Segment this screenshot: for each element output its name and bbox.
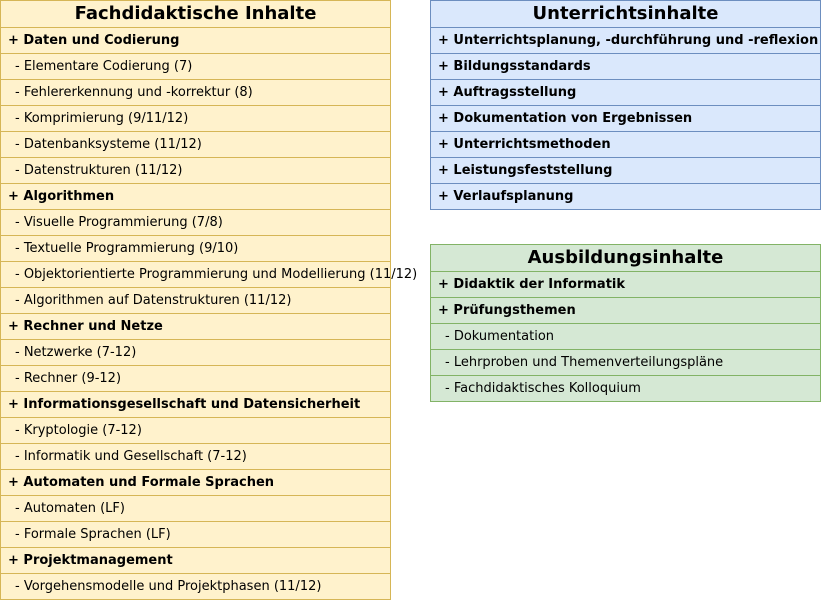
list-item: - Informatik und Gesellschaft (7-12) bbox=[1, 443, 390, 469]
list-item: - Komprimierung (9/11/12) bbox=[1, 105, 390, 131]
unterricht-title: Unterrichtsinhalte bbox=[532, 3, 719, 24]
section-heading: + Dokumentation von Ergebnissen bbox=[431, 105, 820, 131]
list-item: - Lehrproben und Themenverteilungspläne bbox=[431, 349, 820, 375]
unterricht-box bbox=[430, 0, 821, 210]
list-item: - Kryptologie (7-12) bbox=[1, 417, 390, 443]
section-heading: + Unterrichtsmethoden bbox=[431, 131, 820, 157]
list-item: - Vorgehensmodelle und Projektphasen (11/12) bbox=[1, 573, 390, 599]
section-heading: + Prüfungsthemen bbox=[431, 297, 820, 323]
list-item: - Dokumentation bbox=[431, 323, 820, 349]
section-heading: + Unterrichtsplanung, -durchführung und -reflexion bbox=[431, 27, 820, 53]
list-item: - Datenbanksysteme (11/12) bbox=[1, 131, 390, 157]
list-item: - Rechner (9-12) bbox=[1, 365, 390, 391]
ausbildung-box bbox=[430, 244, 821, 402]
ausbildung-list bbox=[431, 271, 820, 401]
list-item: - Fachdidaktisches Kolloquium bbox=[431, 375, 820, 401]
list-item: - Textuelle Programmierung (9/10) bbox=[1, 235, 390, 261]
list-item: - Formale Sprachen (LF) bbox=[1, 521, 390, 547]
list-item: - Automaten (LF) bbox=[1, 495, 390, 521]
section-heading: + Bildungsstandards bbox=[431, 53, 820, 79]
section-heading: + Verlaufsplanung bbox=[431, 183, 820, 209]
unterricht-list bbox=[431, 27, 820, 209]
section-heading: + Algorithmen bbox=[1, 183, 390, 209]
section-heading: + Rechner und Netze bbox=[1, 313, 390, 339]
list-item: - Netzwerke (7-12) bbox=[1, 339, 390, 365]
section-heading: + Didaktik der Informatik bbox=[431, 271, 820, 297]
list-item: - Datenstrukturen (11/12) bbox=[1, 157, 390, 183]
fachdidaktik-box bbox=[0, 0, 418, 600]
fachdidaktik-title: Fachdidaktische Inhalte bbox=[74, 3, 317, 24]
section-heading: + Daten und Codierung bbox=[1, 27, 390, 53]
list-item: - Algorithmen auf Datenstrukturen (11/12) bbox=[1, 287, 390, 313]
section-heading: + Leistungsfeststellung bbox=[431, 157, 820, 183]
ausbildung-title: Ausbildungsinhalte bbox=[527, 247, 724, 268]
section-heading: + Informationsgesellschaft und Datensicherheit bbox=[1, 391, 390, 417]
section-heading: + Projektmanagement bbox=[1, 547, 390, 573]
list-item: - Elementare Codierung (7) bbox=[1, 53, 390, 79]
list-item: - Objektorientierte Programmierung und Modellierung (11/12) bbox=[1, 261, 390, 287]
fachdidaktik-list bbox=[1, 27, 418, 599]
section-heading: + Auftragsstellung bbox=[431, 79, 820, 105]
list-item: - Visuelle Programmierung (7/8) bbox=[1, 209, 390, 235]
section-heading: + Automaten und Formale Sprachen bbox=[1, 469, 390, 495]
list-item: - Fehlererkennung und -korrektur (8) bbox=[1, 79, 390, 105]
